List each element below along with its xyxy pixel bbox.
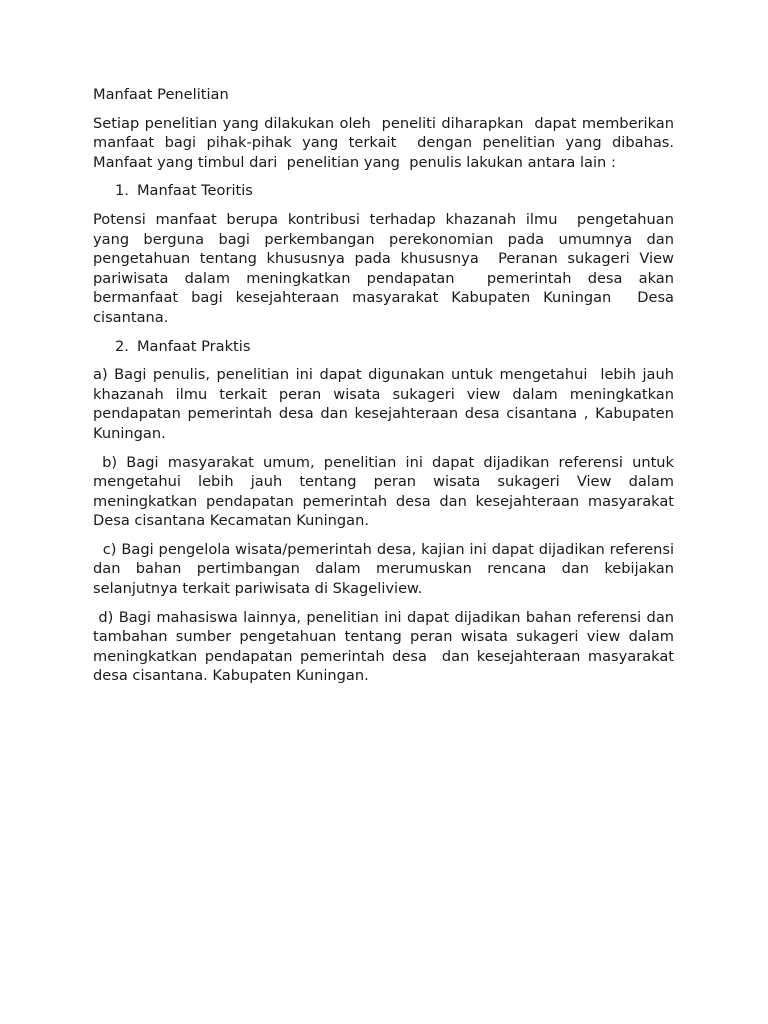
intro-paragraph: Setiap penelitian yang dilakukan oleh peneliti diharapkan dapat memberikan manfaat bagi pihak-pihak yang terkait dengan penelitian yang dibahas. Manfaat yang timbul dari penelitian yang penulis lakukan antara lain : xyxy=(93,114,679,171)
section-1-title: Manfaat Teoritis xyxy=(136,182,253,200)
point-c-paragraph: c) Bagi pengelola wisata/pemerintah desa, kajian ini dapat dijadikan referensi dan bahan pertimbangan dalam merumuskan rencana dan kebijakan selanjutnya terkait pariwisata di Skageliview. xyxy=(93,540,679,598)
section-1-heading xyxy=(93,181,674,201)
section-1-body: Potensi manfaat berupa kontribusi terhadap khazanah ilmu pengetahuan yang berguna bagi perkembangan perekonomian pada umumnya dan pengetahuan tentang khususnya pada khususnya Peranan sukageri View pariwisata dalam meningkatkan pendapatan pemerintah desa akan bermanfaat bagi kesejahteraan masyarakat Kabupaten Kuningan Desa cisantana. xyxy=(93,210,679,326)
section-1-number: 1. xyxy=(115,182,129,200)
point-b-paragraph: b) Bagi masyarakat umum, penelitian ini dapat dijadikan referensi untuk mengetahui lebih jauh tentang peran wisata sukageri View dalam meningkatkan pendapatan pemerintah desa dan kesejahteraan masyarakat Desa cisantana Kecamatan Kuningan. xyxy=(93,453,679,530)
section-2-title: Manfaat Praktis xyxy=(136,337,251,355)
section-2-number: 2. xyxy=(115,337,129,355)
section-2-heading xyxy=(93,337,674,357)
document-heading: Manfaat Penelitian xyxy=(93,86,229,103)
point-a-paragraph: a) Bagi penulis, penelitian ini dapat digunakan untuk mengetahui lebih jauh khazanah ilmu terkait peran wisata sukageri view dalam meningkatkan pendapatan pemerintah desa dan kesejahteraan desa cisantana , Kabupaten Kuningan. xyxy=(93,366,679,442)
point-d-paragraph: d) Bagi mahasiswa lainnya, penelitian ini dapat dijadikan bahan referensi dan tambahan sumber pengetahuan tentang peran wisata sukageri view dalam meningkatkan pendapatan pemerintah desa dan kesejahteraan masyarakat desa cisantana. Kabupaten Kuningan. xyxy=(93,608,684,685)
document-page xyxy=(93,85,684,695)
